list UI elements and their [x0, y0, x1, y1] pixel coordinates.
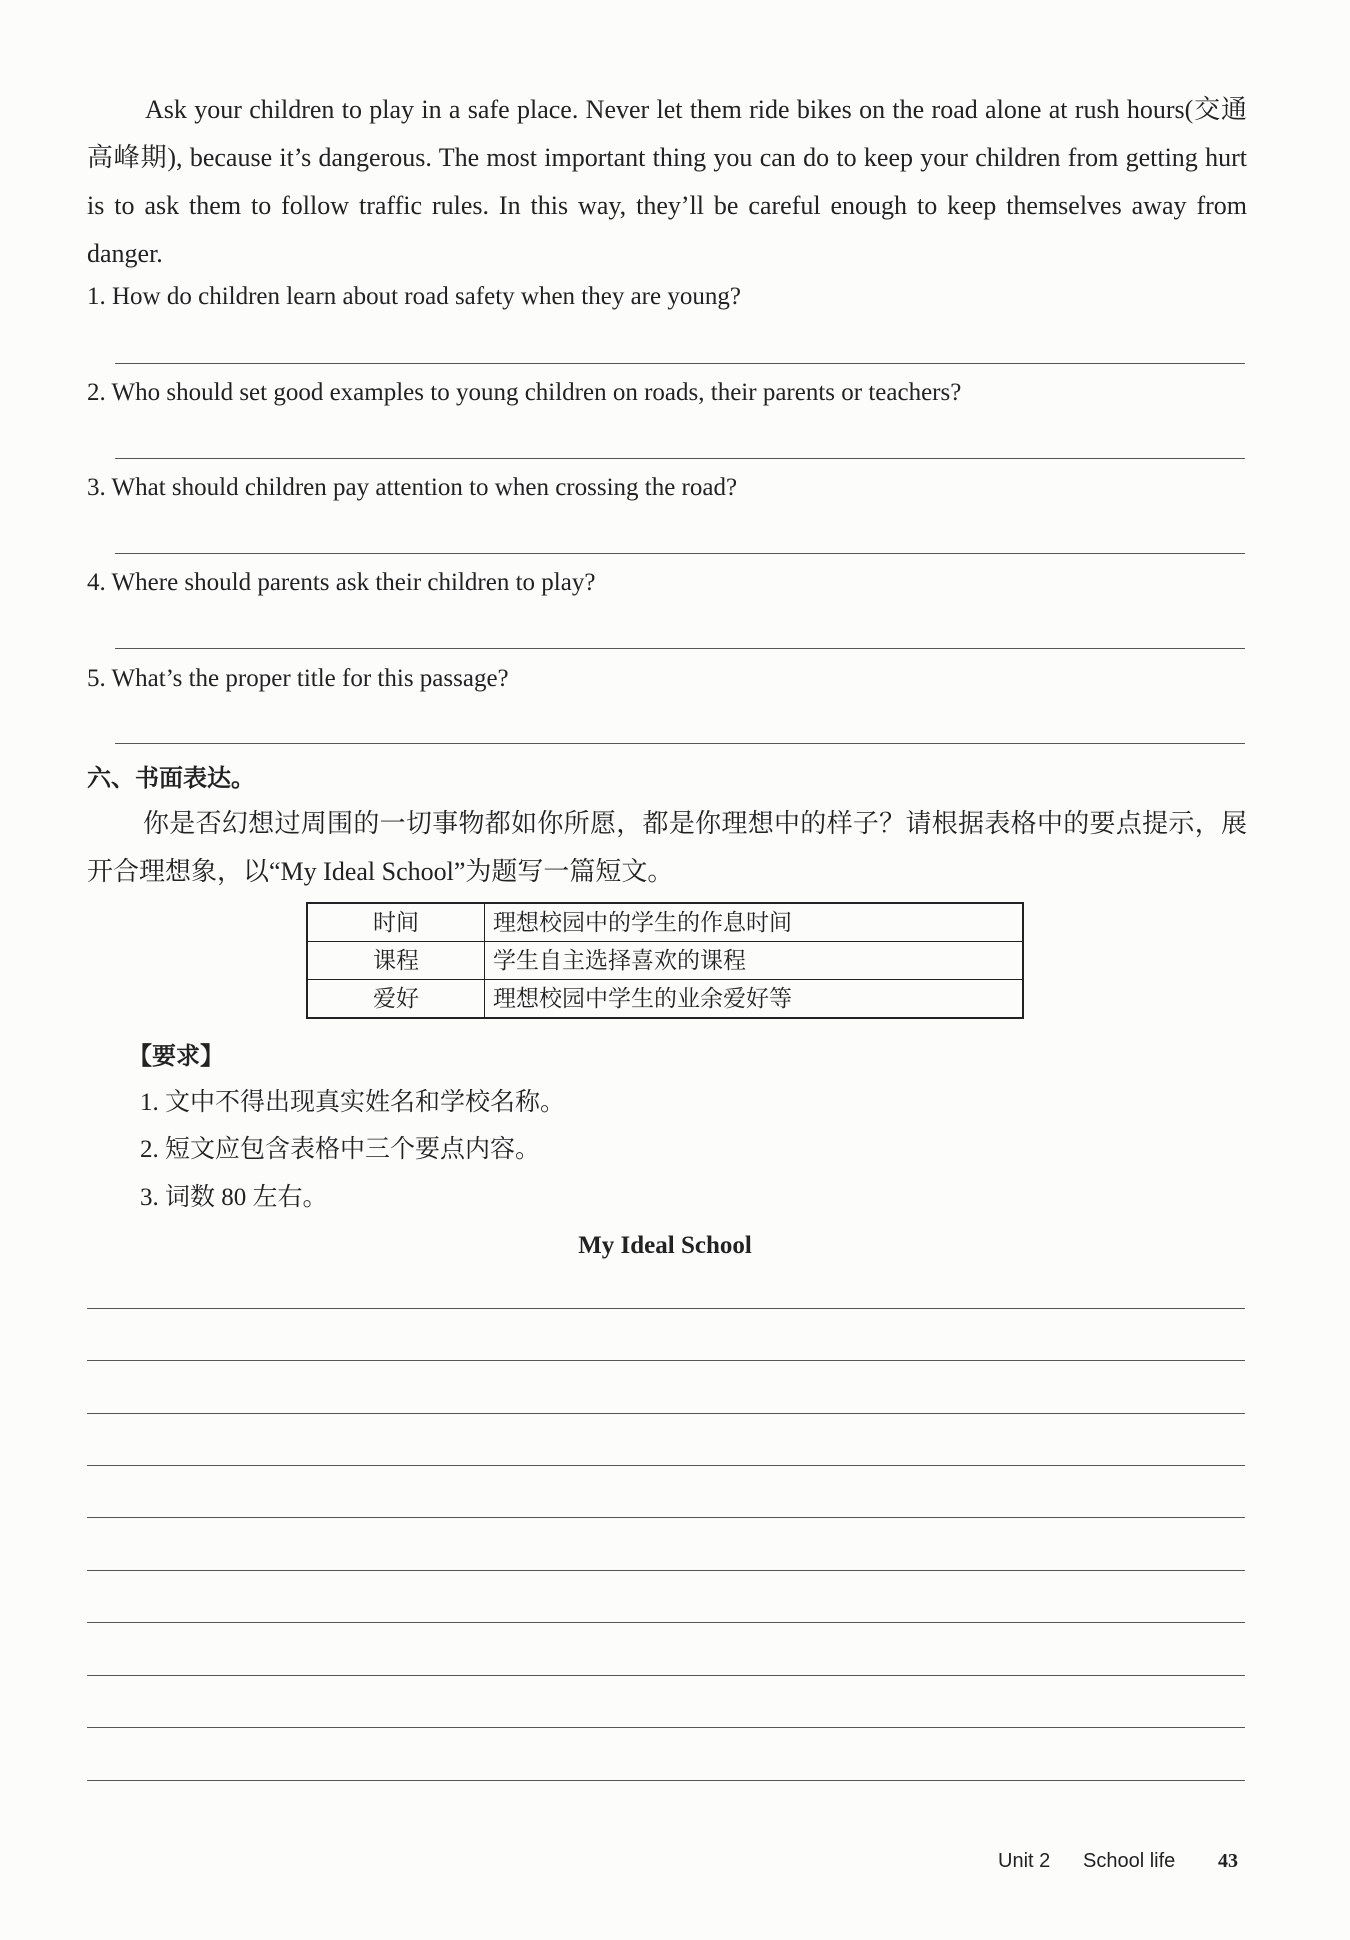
requirement-3: 3. 词数 80 左右。 — [140, 1184, 328, 1211]
writing-line[interactable] — [87, 1465, 1245, 1466]
section-heading-writing: 六、书面表达。 — [87, 764, 255, 792]
footer-unit: Unit 2 — [998, 1850, 1051, 1872]
answer-line-1[interactable] — [115, 363, 1245, 364]
requirements-title: 【要求】 — [128, 1042, 224, 1070]
question-3: 3. What should children pay attention to when crossing the road? — [87, 474, 738, 501]
requirement-1: 1. 文中不得出现真实姓名和学校名称。 — [140, 1089, 566, 1116]
answer-line-4[interactable] — [115, 648, 1245, 649]
question-1: 1. How do children learn about road safety when they are young? — [87, 283, 741, 310]
answer-line-2[interactable] — [115, 458, 1245, 459]
table-row — [307, 942, 1023, 980]
table-value: 理想校园中的学生的作息时间 — [485, 903, 1024, 942]
writing-line[interactable] — [87, 1675, 1245, 1676]
writing-line[interactable] — [87, 1413, 1245, 1414]
writing-intro: 你是否幻想过周围的一切事物都如你所愿，都是你理想中的样子？请根据表格中的要点提示，展开合理想象，以“My Ideal School”为题写一篇短文。 — [87, 809, 1247, 886]
key-points-table — [306, 902, 1024, 1019]
table-row — [307, 903, 1023, 942]
page-number: 43 — [1218, 1850, 1238, 1872]
requirement-2: 2. 短文应包含表格中三个要点内容。 — [140, 1136, 541, 1163]
table-value: 学生自主选择喜欢的课程 — [485, 942, 1024, 980]
writing-line[interactable] — [87, 1517, 1245, 1518]
table-key: 时间 — [307, 903, 485, 942]
table-row — [307, 980, 1023, 1019]
writing-line[interactable] — [87, 1727, 1245, 1728]
table-value: 理想校园中学生的业余爱好等 — [485, 980, 1024, 1019]
table-key: 爱好 — [307, 980, 485, 1019]
writing-line[interactable] — [87, 1570, 1245, 1571]
essay-title: My Ideal School — [578, 1232, 752, 1259]
question-5: 5. What’s the proper title for this passage? — [87, 665, 509, 692]
writing-line[interactable] — [87, 1780, 1245, 1781]
writing-line[interactable] — [87, 1360, 1245, 1361]
question-4: 4. Where should parents ask their children to play? — [87, 569, 596, 596]
question-2: 2. Who should set good examples to young children on roads, their parents or teachers? — [87, 379, 962, 406]
writing-line[interactable] — [87, 1308, 1245, 1309]
writing-line[interactable] — [87, 1622, 1245, 1623]
answer-line-3[interactable] — [115, 553, 1245, 554]
reading-passage: Ask your children to play in a safe place. Never let them ride bikes on the road alone at rush hours(交通高峰期), because it’s dangerous. The most important thing you can do to keep your children from getting hurt is to ask them to follow traffic rules. In this way, they’ll be careful enough to keep themselves away from danger. — [87, 95, 1247, 268]
answer-line-5[interactable] — [115, 743, 1245, 744]
footer-section: School life — [1083, 1850, 1176, 1872]
table-key: 课程 — [307, 942, 485, 980]
